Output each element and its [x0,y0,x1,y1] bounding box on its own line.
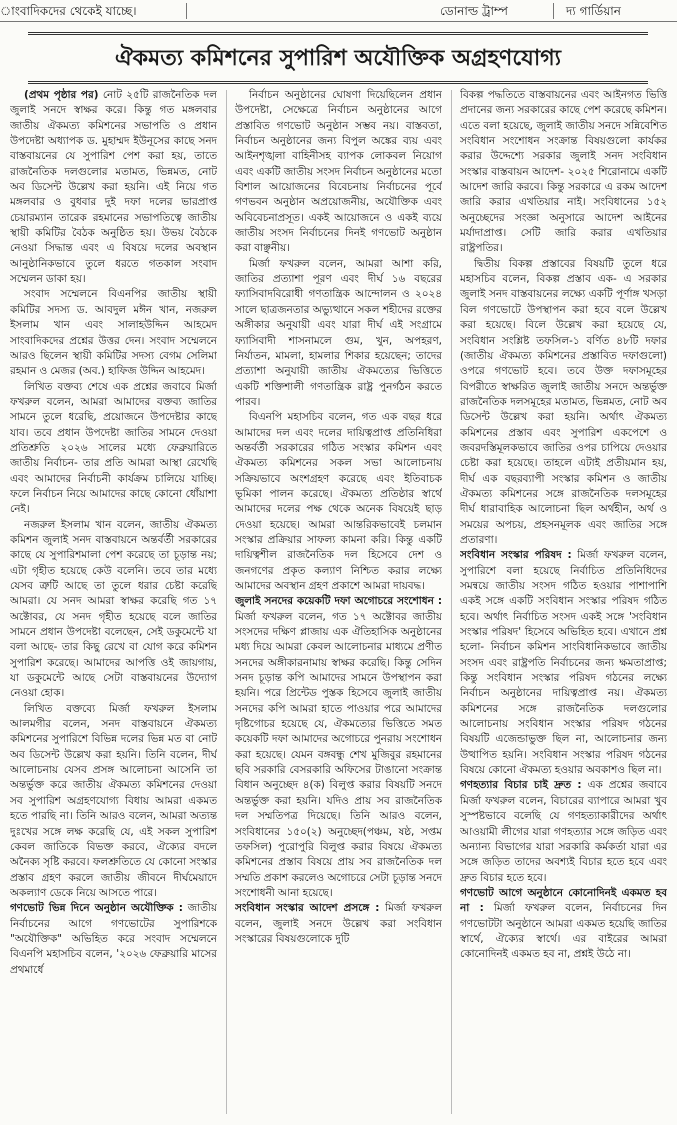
article-column-3 [460,88,667,1116]
top-bar-left-text: াংবাদিকদের থেকেই যাচ্ছে। [0,4,137,18]
article-paragraph [235,257,442,410]
subheading: গণভোট আগে অনুষ্ঠানে কোনোদিনই একমত হব না : [460,886,667,915]
paragraph-text: লিখিত বক্তব্যে মির্জা ফখরুল ইসলাম আলমগীর বলেন, সনদ বাস্তবায়নে ঐকমত্য কমিশনের সুপারিশে বিভিন্ন দলের ভিন্ন মত বা নোট অব ডিসেন্ট উল্লেখ করা হয়নি। তিনি বলেন, দীর্ঘ আলোচনায় যেসব প্রসঙ্গ আলোচনা আসেনি তা অন্তর্ভুক্ত করে জাতীয় ঐকমত্য কমিশনের দেওয়া সব সুপারিশ অগ্রহণযোগ্য বিধায় আমরা একমত হতে পারছি না। তিনি আরও বলেন, আমরা অত্যন্ত দুঃখের সঙ্গে লক্ষ করেছি যে, এই সকল সুপারিশ কেবল জাতিকে বিভক্ত করবে, ঐক্যের বদলে অনৈক্য সৃষ্টি করবে। ফলশ্রুতিতে যে কোনো সংস্কার প্রস্তাব গ্রহণ করলে জাতীয় জীবনে দীর্ঘমেয়াদে অকল্যাণ ডেকে নিয়ে আসতে পারে। [10,702,217,899]
paragraph-text: লিখিত বক্তব্য শেষে এক প্রশ্নের জবাবে মির্জা ফখরুল বলেন, আমরা আমাদের বক্তব্য জাতির সামনে তুলে ধরেছি, প্রয়োজনে উপদেষ্টার কাছে যাব। তবে প্রধান উপদেষ্টা জাতির সামনে দেওয়া প্রতিশ্রুতি ২০২৬ সালের মধ্যে ফেব্রুয়ারিতে জাতীয় নির্বাচন- তার প্রতি আমরা আস্থা রেখেছি এবং আমাদের নির্বাচনী কার্যক্রম চালিয়ে যাচ্ছি। ফলে নির্বাচন নিয়ে আমাদের কাছে কোনো ধোঁয়াশা নেই। [10,380,217,516]
article-paragraph [235,901,442,947]
top-bar-right-text: দ্য গার্ডিয়ান [566,4,621,18]
top-bar-divider [186,3,187,19]
article-paragraph [10,518,217,702]
column-rule [451,90,452,1114]
article-paragraph [460,886,667,963]
paragraph-text: নোট ২৫টি রাজনৈতিক দল জুলাই সনদে স্বাক্ষর করে। কিন্তু গত মঙ্গলবার জাতীয় ঐকমত্য কমিশনের সভাপতি ও প্রধান উপদেষ্টা অধ্যাপক ড. মুহাম্মদ ইউনূসের কাছে সনদ বাস্তবায়নের যে সুপারিশ পেশ করা হয়, তাতে রাজনৈতিক দলগুলোর মতামত, ভিন্নমত, নোট অব ডিসেন্ট উল্লেখ করা হয়নি। এই নিয়ে গত মঙ্গলবার ও বুধবার দুই দফা দলের ভারপ্রাপ্ত চেয়ারম্যান তারেক রহমানের সভাপতিত্বে জাতীয় স্থায়ী কমিটির বৈঠক অনুষ্ঠিত হয়। উভয় বৈঠকে নেওয়া সিদ্ধান্ত এবং এ বিষয়ে দলের অবস্থান আনুষ্ঠানিকভাবে তুলে ধরতে গতকাল সংবাদ সম্মেলন ডাকা হয়। [10,89,217,286]
paragraph-text: মির্জা ফখরুল বলেন, সুপারিশে বলা হয়েছে নির্বাচিত প্রতিনিধিদের সমন্বয়ে জাতীয় সংসদ গঠিত হওয়ার পাশাপাশি একই সঙ্গে একটি সংবিধান সংস্কার পরিষদ গঠিত হবে। অর্থাৎ নির্বাচিত সংসদ একই সঙ্গে 'সংবিধান সংস্কার পরিষদ' হিসেবে অভিহিত হবে। এখানে প্রশ্ন হলো- নির্বাচন কমিশন সাংবিধানিকভাবে জাতীয় সংসদ এবং রাষ্ট্রপতি নির্বাচনের জন্য ক্ষমতাপ্রাপ্ত; কিন্তু সংবিধান সংস্কার পরিষদ গঠনের লক্ষ্যে নির্বাচন অনুষ্ঠানের দায়িত্বপ্রাপ্ত নয়। ঐকমত্য কমিশনের সঙ্গে রাজনৈতিক দলগুলোর আলোচনায় সংবিধান সংস্কার পরিষদ গঠনের বিষয়টি এজেন্ডাভুক্ত ছিল না, আলোচনার জন্য উত্থাপিত হয়নি। সংবিধান সংস্কার পরিষদ গঠনের বিষয়ে কোনো ঐকমত্য হওয়ার অবকাশও ছিল না। [460,549,667,777]
paragraph-text: দ্বিতীয় বিকল্প প্রস্তাবের বিষয়টি তুলে ধরে মহাসচিব বলেন, বিকল্প প্রস্তাব এক- এ সরকার জুলাই সনদ বাস্তবায়নের লক্ষ্যে একটি পূর্ণাঙ্গ খসড়া বিল গণভোটে উপস্থাপন করা হবে বলে উল্লেখ করা হয়েছে। বিলে উল্লেখ করা হয়েছে যে, সংবিধান সংশ্লিষ্ট তফসিল-১ বর্ণিত ৪৮টি দফার (জাতীয় ঐকমত্য কমিশনের প্রস্তাবিত দফাগুলো) ওপরে গণভোট হবে। তবে উক্ত দফাসমূহের বিপরীতে স্বাক্ষরিত জুলাই জাতীয় সনদে অন্তর্ভুক্ত রাজনৈতিক দলসমূহের মতামত, ভিন্নমত, নোট অব ডিসেন্ট উল্লেখ করা হয়নি। অর্থাৎ ঐকমত্য কমিশনের প্রস্তাব এবং সুপারিশ একপেশে ও জবরদস্তিমূলকভাবে জাতির ওপর চাপিয়ে দেওয়ার চেষ্টা করা হয়েছে। তাহলে এটাই প্রতীয়মান হয়, দীর্ঘ এক বছরব্যাপী সংস্কার কমিশন ও জাতীয় ঐকমত্য কমিশনের সঙ্গে রাজনৈতিক দলসমূহের দীর্ঘ ধারাবাহিক আলোচনা ছিল অর্থহীন, অর্থ ও সময়ের অপচয়, প্রহসনমূলক এবং জাতির সঙ্গে প্রতারণা। [460,257,667,546]
article-paragraph [10,901,217,978]
paragraph-text: নির্বাচন অনুষ্ঠানের ঘোষণা দিয়েছিলেন প্রধান উপদেষ্টা, সেক্ষেত্রে নির্বাচন অনুষ্ঠানের আগে প্রস্তাবিত গণভোট অনুষ্ঠান সম্ভব নয়। বাস্তবতা, নির্বাচন অনুষ্ঠানের জন্য বিপুল অঙ্কের ব্যয় এবং আইনশৃঙ্খলা বাহিনীসহ ব্যাপক লোকবল নিয়োগ এবং একটি জাতীয় সংসদ নির্বাচন অনুষ্ঠানের মতো বিশাল আয়োজনের বিবেচনায় নির্বাচনের পূর্বে গণভবন অনুষ্ঠান অপ্রয়োজনীয়, অযৌক্তিক এবং অবিবেচনাপ্রসূত। একই আয়োজনে ও একই ব্যয়ে জাতীয় সংসদ নির্বাচনের দিনই গণভোট অনুষ্ঠান করা বাঞ্ছনীয়। [235,89,442,255]
article-paragraph [10,287,217,379]
article-paragraph [235,88,442,257]
paragraph-text: বিএনপি মহাসচিব বলেন, গত এক বছর ধরে আমাদের দল এবং দলের দায়িত্বপ্রাপ্ত প্রতিনিধিরা অন্তর্বর্তী সরকারের গঠিত সংস্কার কমিশন এবং ঐকমত্য কমিশনের সকল সভা আলোচনায় সক্রিয়ভাবে অংশগ্রহণ করেছে এবং ইতিবাচক ভূমিকা পালন করেছে। ঐকমত্য প্রতিষ্ঠার স্বার্থে আমাদের দলের পক্ষ থেকে অনেক বিষয়েই ছাড় দেওয়া হয়েছে। আমরা আন্তরিকভাবেই চলমান সংস্কার প্রক্রিয়ার সাফল্য কামনা করি। কিন্তু একটি দায়িত্বশীল রাজনৈতিক দল হিসেবে দেশ ও জনগণের প্রকৃত কল্যাণ নিশ্চিত করার লক্ষ্যে আমাদের অবস্থান গ্রহণ প্রকাশে আমরা দায়বদ্ধ। [235,411,442,592]
article-paragraph [235,410,442,594]
article-column-2 [235,88,442,1116]
subheading: গণভোট ভিন্ন দিনে অনুষ্ঠান অযৌক্তিক : [10,902,183,915]
subheading: (প্রথম পৃষ্ঠার পর) [24,89,99,101]
paragraph-text: নজরুল ইসলাম খান বলেন, জাতীয় ঐকমত্য কমিশন জুলাই সনদ বাস্তবায়নে অন্তর্বর্তী সরকারের কাছে যে সুপারিশমালা পেশ করেছে তা চূড়ান্ত নয়; এটা গৃহীত হয়েছে কেউ বলেনি। তবে তার মধ্যে যেসব ত্রুটি আছে তা তুলে ধরার চেষ্টা করেছি আমরা। যে সনদ আমরা স্বাক্ষর করেছি গত ১৭ অক্টোবর, যে সনদ গৃহীত হয়েছে বলে জাতির সামনে প্রধান উপদেষ্টা বলেছেন, সেই ডকুমেন্টে যা বলা আছে- তার কিছু রেখে বা যোগ করে কমিশন সুপারিশ করেছে। আমাদের আপত্তি ওই জায়গায়, যা ডকুমেন্টে আছে সেটা বাস্তবায়নের উদ্যোগ নেওয়া হোক। [10,518,217,700]
top-bar [0,0,677,22]
subheading: সংবিধান সংস্কার আদেশ প্রসঙ্গে : [235,902,380,915]
paragraph-text: সংবাদ সম্মেলনে বিএনপির জাতীয় স্থায়ী কমিটির সদস্য ড. আবদুল মঈন খান, নজরুল ইসলাম খান এবং সালাহউদ্দিন আহমেদ সাংবাদিকদের প্রশ্নের উত্তর দেন। সংবাদ সম্মেলনে আরও ছিলেন স্থায়ী কমিটির সদস্য বেগম সেলিমা রহমান ও মেজর (অব.) হাফিজ উদ্দিন আহমেদ। [10,288,217,378]
top-bar-divider [553,3,554,19]
paragraph-text: মির্জা ফখরুল বলেন, জুলাই সনদে উল্লেখ করা সংবিধান সংস্কারের বিষয়গুলোকে দুটি [235,902,442,945]
headline: ঐকমত্য কমিশনের সুপারিশ অযৌক্তিক অগ্রহণযোগ্য [28,32,648,84]
paragraph-text: মির্জা ফখরুল বলেন, আমরা আশা করি, জাতির প্রত্যাশা পূরণ এবং দীর্ঘ ১৬ বছরের ফ্যাসিবাদবিরোধী গণতান্ত্রিক আন্দোলন ও ২০২৪ সালে ছাত্রজনতার অভ্যুত্থানে সকল শহীদের রক্তের অঙ্গীকার অনুযায়ী এবং যারা দীর্ঘ এই সংগ্রামে ফ্যাসিবাদী শাসনামলে গুম, খুন, অপহরণ, নির্যাতন, মামলা, হামলার শিকার হয়েছেন; তাদের প্রত্যাশা অনুযায়ী জাতীয় ঐকমত্যের ভিত্তিতে একটি শক্তিশালী গণতান্ত্রিক রাষ্ট্র পুনর্গঠন করতে পারব। [235,257,442,408]
article-paragraph [460,257,667,549]
article-paragraph [460,778,667,885]
article-paragraph [10,702,217,901]
column-rule [226,90,227,1114]
article-paragraph [10,88,217,287]
paragraph-text: জাতীয় নির্বাচনের আগে গণভোটের সুপারিশকে "অযৌক্তিক" অভিহিত করে সংবাদ সম্মেলনে বিএনপি মহাসচিব বলেন, '২০২৬ ফেব্রুয়ারি মাসের প্রথমার্ধে [10,902,217,976]
paragraph-text: মির্জা ফখরুল বলেন, গত ১৭ অক্টোবর জাতীয় সংসদের দক্ষিণ প্লাজায় এক ঐতিহাসিক অনুষ্ঠানের মধ্য দিয়ে আমরা কেবল আলোচনার মাধ্যমে প্রণীত সনদের অঙ্গীকারনামায় স্বাক্ষর করেছি। কিন্তু সেদিন সনদ চূড়ান্ত কপি আমাদের সামনে উপস্থাপন করা হয়নি। পরে প্রিন্টেড পুস্তক হিসেবে জুলাই জাতীয় সনদের কপি আমরা হাতে পাওয়ার পরে আমাদের দৃষ্টিগোচর হয়েছে যে, ঐকমত্যের ভিত্তিতে সমত কয়েকটি দফা আমাদের অগোচরে পুনরায় সংশোধন করা হয়েছে। যেমন বঙ্গবন্ধু শেখ মুজিবুর রহমানের ছবি সরকারি বেসরকারি অফিসের টাঙানো সংক্রান্ত বিধান অনুচ্ছেদ ৪(ক) বিলুপ্ত করার বিষয়টি সনদে অন্তর্ভুক্ত করা হয়নি। যদিও প্রায় সব রাজনৈতিক দল সম্মতিপত্র দিয়েছে। তিনি আরও বলেন, সংবিধানের ১৫০(২) অনুচ্ছেদ(পঞ্চম, ষষ্ঠ, সপ্তম তফসিল) পুরোপুরি বিলুপ্ত করার বিষয়ে ঐকমত্য কমিশনের প্রস্তাব বিষয়ে প্রায় সব রাজনৈতিক দল সম্মতি প্রকাশ করলেও অগোচরে সেটা চূড়ান্ত সনদে সংশোধনী আনা হয়েছে। [235,610,442,899]
article-paragraph [460,548,667,778]
paragraph-text: মির্জা ফখরুল বলেন, নির্বাচনের দিন গণভোটটা অনুষ্ঠানে আমরা একমত হয়েছি জাতির স্বার্থে, ঐক্যের স্বার্থে। এর বাইরের আমরা কোনোদিনই একমত হব না, প্রশ্নই উঠে না। [460,902,667,961]
subheading: সংবিধান সংস্কার পরিষদ : [460,549,572,562]
subheading: গণহত্যার বিচার চাই দ্রুত : [460,779,582,792]
article-column-1 [10,88,217,1116]
article-paragraph [10,380,217,518]
top-bar-middle-text: ডোনাল্ড ট্রাম্প [440,4,508,18]
article-paragraph [235,594,442,901]
paragraph-text: বিকল্প পদ্ধতিতে বাস্তবায়নের এবং আইনগত ভিত্তি প্রদানের জন্য সরকারের কাছে পেশ করেছে কমিশন। এতে বলা হয়েছে, জুলাই জাতীয় সনদে সন্নিবেশিত সংবিধান সংশোধন সংক্রান্ত বিষয়গুলো কার্যকর করার উদ্দেশ্যে সরকার জুলাই সনদ সংবিধান সংস্কার বাস্তবায়ন আদেশ- ২০২৫ শিরোনামে একটি আদেশ জারি করবে। কিন্তু সরকারে এ রকম আদেশ জারি করার এখতিয়ার নাই। সংবিধানের ১৫২ অনুচ্ছেদের সংজ্ঞা অনুসারে আদেশ আইনের মর্যাদাপ্রাপ্ত। সেটি জারি করার এখতিয়ার রাষ্ট্রপতির। [460,89,667,255]
paragraph-text: এক প্রশ্নের জবাবে মির্জা ফখরুল বলেন, বিচারের ব্যাপারে আমরা খুব সুস্পষ্টভাবে বলেছি যে গণহত্যাকারীদের অর্থাৎ আওয়ামী লীগের যারা গণহত্যার সঙ্গে জড়িত এবং অন্যান্য বিভাগের যারা সরকারি কর্মকর্তা যারা এর সঙ্গে জড়িত তাদের অবশ্যই বিচার হতে হবে এবং দ্রুত বিচার হতে হবে। [460,779,667,884]
article-paragraph [460,88,667,257]
subheading: জুলাই সনদের কয়েকটি দফা অগোচরে সংশোধন : [235,595,442,608]
